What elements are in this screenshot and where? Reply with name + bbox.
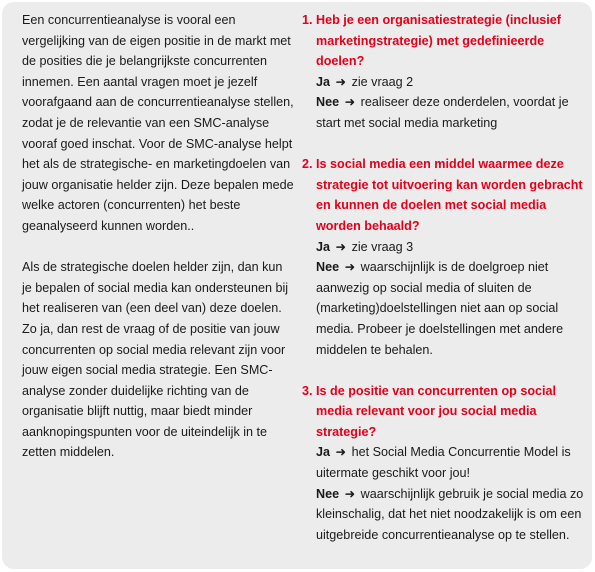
answer-no-text: realiseer deze onderdelen, voordat je start met social media marketing bbox=[316, 95, 569, 130]
answer-no-label: Nee bbox=[316, 260, 340, 275]
intro-paragraph: Als de strategische doelen helder zijn, dan kun je bepalen of social media kan ondersteunen bij het realiseren van (een deel van) deze doelen. Zo ja, dan rest de vraag of de positie van jouw concurrenten op social media relevant zijn voor jouw eigen social media strategie. Een SMC-analyse zonder duidelijke richting van de organisatie blijft nuttig, maar biedt minder aanknopingspunten voor de uiteindelijk in te zetten middelen. bbox=[22, 260, 289, 460]
questions-column bbox=[302, 10, 588, 545]
answer-yes bbox=[316, 442, 588, 483]
question-title: Is social media een middel waarmee deze strategie tot uitvoering kan worden gebracht en kunnen de doelen met social media worden behaald? bbox=[316, 157, 583, 233]
answer-no-text: waarschijnlijk is de doelgroep niet aanwezig op social media of sluiten de (marketing)doelstellingen niet aan op social media. Probeer je doelstellingen met andere middelen te behalen. bbox=[316, 260, 564, 357]
content-panel bbox=[2, 2, 592, 569]
answer-yes bbox=[316, 72, 588, 93]
answer-yes-text: het Social Media Concurrentie Model is uitermate geschikt voor jou! bbox=[316, 445, 571, 481]
answer-yes-label: Ja bbox=[316, 74, 331, 89]
arrow-right-icon: ➜ bbox=[344, 95, 356, 110]
question-number: 3. bbox=[302, 383, 313, 398]
question-title: Is de positie van concurrenten op social media relevant voor jou social media strategie? bbox=[316, 383, 557, 439]
answer-no-label: Nee bbox=[316, 486, 340, 501]
answer-yes-label: Ja bbox=[316, 239, 331, 254]
arrow-right-icon: ➜ bbox=[335, 445, 347, 460]
intro-paragraph: Een concurrentieanalyse is vooral een vergelijking van de eigen positie in de markt met de posities die je belangrijkste concurrenten innemen. Een aantal vragen moet je jezelf voorafgaand aan de concurrentieanalyse stellen, zodat je de relevantie van een SMC-analyse vooraf goed inschat. Voor de SMC-analyse helpt het als de strategische- en marketingdoelen van jouw organisatie helder zijn. Deze bepalen mede welke actoren (concurrenten) het beste geanalyseerd kunnen worden.. bbox=[22, 13, 294, 233]
answer-no bbox=[316, 92, 588, 133]
intro-column bbox=[22, 10, 294, 463]
arrow-right-icon: ➜ bbox=[344, 486, 356, 501]
question-title: Heb je een organisatiestrategie (inclusief marketingstrategie) met gedefinieerde doelen? bbox=[316, 13, 561, 69]
answer-yes-text: zie vraag 3 bbox=[351, 239, 414, 254]
question-item bbox=[302, 10, 588, 134]
answer-yes-text: zie vraag 2 bbox=[351, 74, 414, 89]
question-number: 2. bbox=[302, 157, 313, 172]
arrow-right-icon: ➜ bbox=[335, 74, 347, 89]
question-item bbox=[302, 381, 588, 546]
question-number: 1. bbox=[302, 13, 313, 27]
answer-no bbox=[316, 257, 588, 360]
answer-yes bbox=[316, 237, 588, 258]
answer-no-label: Nee bbox=[316, 95, 340, 110]
arrow-right-icon: ➜ bbox=[344, 260, 356, 275]
answer-no bbox=[316, 484, 588, 546]
question-item bbox=[302, 154, 588, 360]
arrow-right-icon: ➜ bbox=[335, 239, 347, 254]
answer-yes-label: Ja bbox=[316, 445, 331, 460]
answer-no-text: waarschijnlijk gebruik je social media zo kleinschalig, dat het niet noodzakelijk is om een uitgebreide concurrentieanalyse op te stellen. bbox=[316, 486, 584, 542]
